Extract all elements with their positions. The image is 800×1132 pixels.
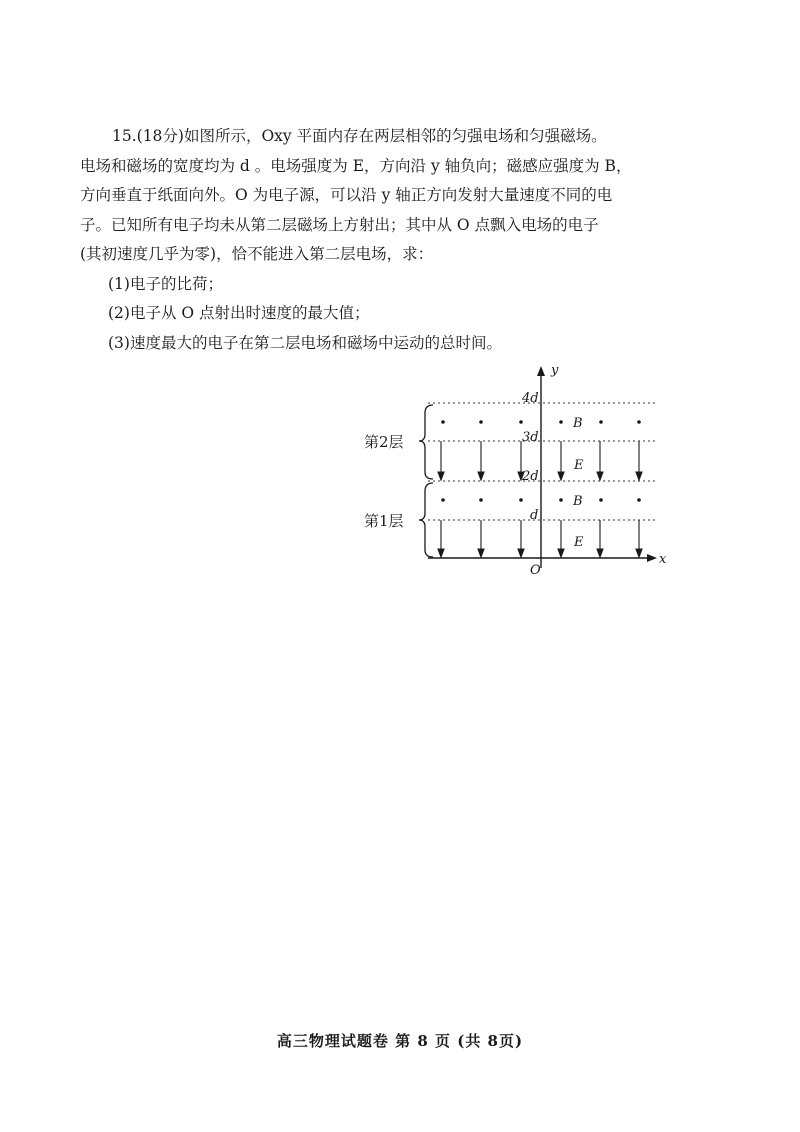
question-1: (1)电子的比荷；: [108, 274, 223, 293]
b-label-layer1: B: [573, 494, 583, 509]
problem-line-5: (其初速度几乎为零)，恰不能进入第二层电场，求：: [80, 245, 434, 263]
layer2-brace: [419, 405, 433, 479]
b-dot: [441, 420, 445, 424]
b-dot: [637, 498, 641, 502]
e-label-layer1: E: [574, 535, 584, 550]
problem-line-3: 方向垂直于纸面向外。O 为电子源，可以沿 y 轴正方向发射大量速度不同的电: [80, 186, 613, 204]
b-dot: [599, 498, 603, 502]
origin-label: O: [530, 563, 541, 578]
problem-15: [80, 122, 680, 358]
problem-line-1: 15.(18分)如图所示，Oxy 平面内存在两层相邻的匀强电场和匀强磁场。: [112, 127, 607, 145]
tick-label-2d: 2d: [522, 469, 539, 484]
field-diagram-svg: [355, 360, 675, 580]
y-axis-arrow: [537, 366, 545, 376]
e-label-layer2: E: [574, 458, 584, 473]
e-arrow-head: [478, 472, 484, 480]
e-arrow-head: [558, 472, 564, 480]
x-axis-label: x: [659, 552, 667, 567]
e-arrow-head: [597, 472, 603, 480]
b-dot: [637, 420, 641, 424]
b-label-layer2: B: [573, 416, 583, 431]
layer1-label: 第1层: [364, 512, 404, 530]
layer1-brace: [419, 483, 433, 557]
b-dot: [559, 420, 563, 424]
tick-label-4d: 4d: [522, 391, 539, 406]
tick-label-d: d: [530, 508, 539, 523]
tick-label-3d: 3d: [522, 430, 539, 445]
e-arrow-head: [558, 549, 564, 557]
b-dot: [441, 498, 445, 502]
e-arrow-head: [518, 549, 524, 557]
layer2-label: 第2层: [364, 433, 404, 451]
e-arrow-head: [636, 549, 642, 557]
b-dot: [519, 420, 523, 424]
y-axis-label: y: [551, 363, 559, 378]
e-arrow-head: [636, 472, 642, 480]
b-dot: [479, 498, 483, 502]
e-field-arrows-layer1: [438, 520, 642, 557]
e-arrow-head: [478, 549, 484, 557]
b-dot: [559, 498, 563, 502]
question-2: (2)电子从 O 点射出时速度的最大值；: [108, 304, 370, 322]
b-dot: [599, 420, 603, 424]
e-arrow-head: [597, 549, 603, 557]
e-arrow-head: [438, 549, 444, 557]
question-3: (3)速度最大的电子在第二层电场和磁场中运动的总时间。: [108, 333, 502, 352]
problem-line-4: 子。已知所有电子均未从第二层磁场上方射出；其中从 O 点飘入电场的电子: [80, 215, 599, 234]
b-dot: [519, 498, 523, 502]
problem-line-2: 电场和磁场的宽度均为 d 。电场强度为 E，方向沿 y 轴负向；磁感应强度为 B，: [80, 156, 632, 175]
e-arrow-head: [438, 472, 444, 480]
e-field-arrows-layer2: [438, 441, 642, 480]
field-diagram: [355, 360, 675, 580]
x-axis-arrow: [647, 554, 657, 562]
page-footer: 高三物理试题卷 第 8 页 (共 8页): [276, 1032, 524, 1050]
b-dot: [479, 420, 483, 424]
